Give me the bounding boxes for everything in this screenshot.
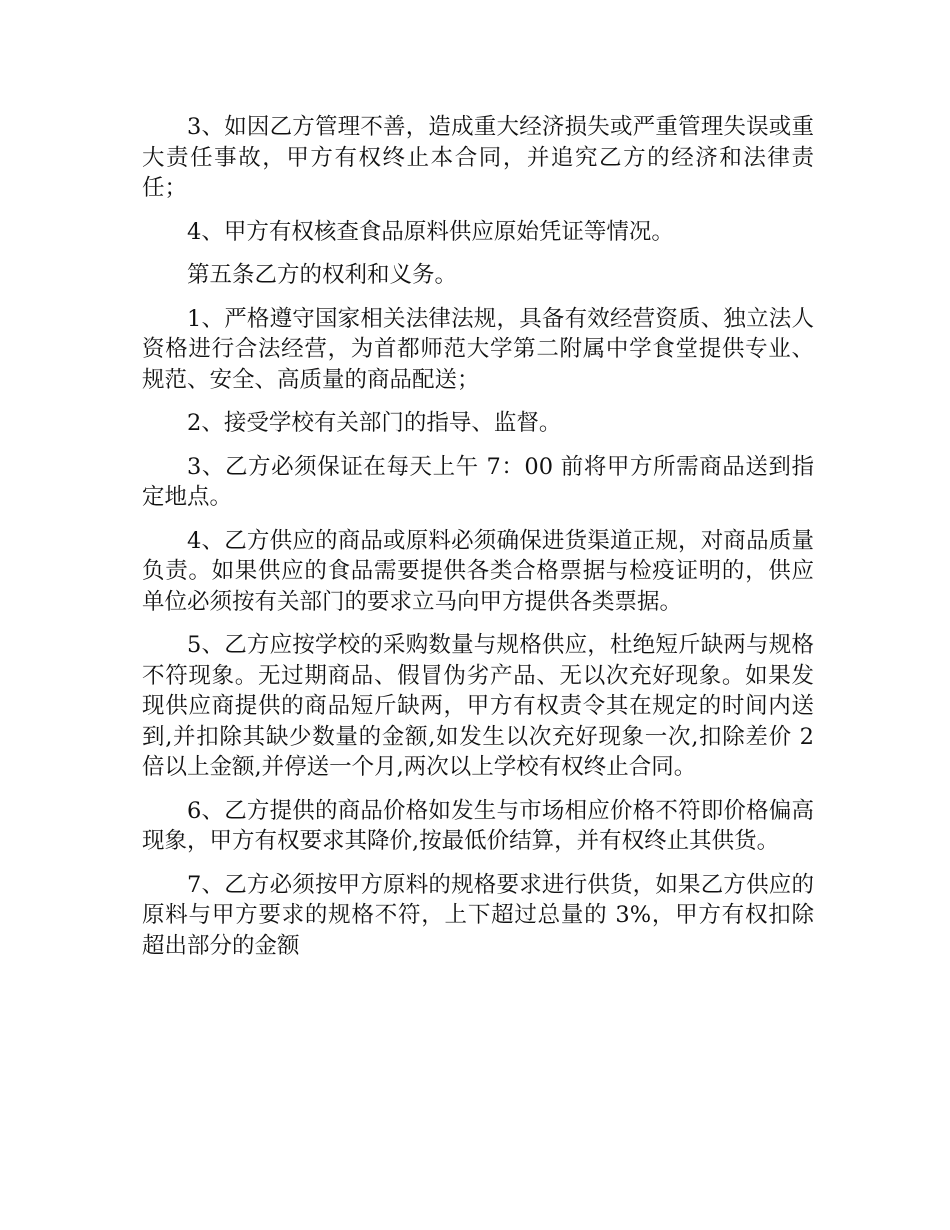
clause-3-party-a-termination: 3、如因乙方管理不善，造成重大经济损失或严重管理失误或重大责任事故，甲方有权终止本合同，并追究乙方的经济和法律责任； [142,114,814,201]
clause-2-party-b-supervision: 2、接受学校有关部门的指导、监督。 [187,410,562,436]
clause-7-party-b-specification: 7、乙方必须按甲方原料的规格要求进行供货，如果乙方供应的原料与甲方要求的规格不符，上下超过总量的 3%，甲方有权扣除超出部分的金额 [142,871,814,959]
clause-5-party-b-quantity: 5、乙方应按学校的采购数量与规格供应，杜绝短斤缺两与规格不符现象。无过期商品、假冒伪劣产品、无以次充好现象。如果发现供应商提供的商品短斤缺两，甲方有权责令其在规定的时间内送到,并扣除其缺少数量的金额,如发生以次充好现象一次,扣除差价 2 倍以上金额,并停送一个月,两次以上学校有权终止合同。 [142,632,814,780]
article-5-heading: 第五条乙方的权利和义务。 [187,262,458,288]
clause-3-party-b-delivery-time: 3、乙方必须保证在每天上午 7：00 前将甲方所需商品送到指定地点。 [142,453,814,510]
clause-6-party-b-pricing: 6、乙方提供的商品价格如发生与市场相应价格不符即价格偏高现象，甲方有权要求其降价,按最低价结算，并有权终止其供货。 [142,797,814,854]
clause-4-party-b-quality: 4、乙方供应的商品或原料必须确保进货渠道正规，对商品质量负责。如果供应的食品需要提供各类合格票据与检疫证明的，供应单位必须按有关部门的要求立马向甲方提供各类票据。 [142,527,814,615]
clause-4-party-a-inspection: 4、甲方有权核查食品原料供应原始凭证等情况。 [187,218,674,245]
document-body [142,112,814,974]
clause-1-party-b-compliance: 1、严格遵守国家相关法律法规，具备有效经营资质、独立法人资格进行合法经营，为首都师范大学第二附属中学食堂提供专业、规范、安全、高质量的商品配送； [142,305,814,393]
